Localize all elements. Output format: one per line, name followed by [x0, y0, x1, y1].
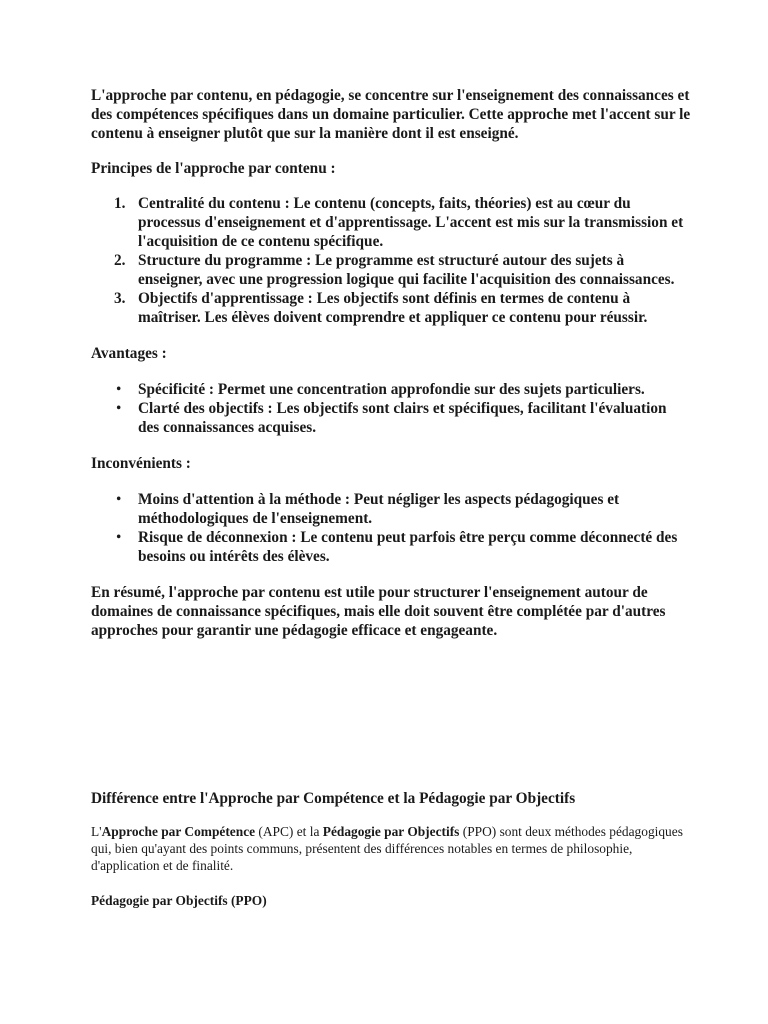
bullet-icon: •: [116, 381, 122, 398]
principle-text: Objectifs d'apprentissage : Les objectifs sont définis en termes de contenu à maîtriser. Les élèves doivent comprendre et appliquer ce contenu pour réussir.: [138, 290, 648, 326]
apc-term: Approche par Compétence: [101, 824, 256, 839]
principle-text: Centralité du contenu : Le contenu (concepts, faits, théories) est au cœur du processus d'enseignement et d'apprentissage. L'accent est mis sur la transmission et l'acquisition de ce contenu spécifique.: [138, 195, 684, 250]
apc-ppo-paragraph: [91, 823, 691, 874]
drawback-item: [116, 528, 691, 566]
advantage-text: Spécificité : Permet une concentration approfondie sur des sujets particuliers.: [138, 381, 645, 398]
advantages-list: [91, 380, 691, 437]
ppo-subtitle: Pédagogie par Objectifs (PPO): [91, 893, 267, 908]
section-title: Différence entre l'Approche par Compétence et la Pédagogie par Objectifs: [91, 790, 576, 807]
drawback-text: Risque de déconnexion : Le contenu peut parfois être perçu comme déconnecté des besoins ou intérêts des élèves.: [138, 529, 678, 565]
ppo-term: Pédagogie par Objectifs: [322, 824, 460, 839]
principle-item: [114, 251, 691, 289]
drawbacks-list: [91, 490, 691, 566]
conclusion-paragraph: En résumé, l'approche par contenu est utile pour structurer l'enseignement autour de domaines de connaissance spécifiques, mais elle doit souvent être complétée par d'autres approches pour garantir une pédagogie efficace et engageante.: [91, 584, 666, 639]
drawbacks-heading: Inconvénients :: [91, 455, 191, 472]
principles-list: [91, 194, 691, 327]
list-number: 3.: [114, 290, 126, 307]
advantage-item: [116, 380, 691, 399]
advantages-heading: Avantages :: [91, 345, 167, 362]
principle-text: Structure du programme : Le programme est structuré autour des sujets à enseigner, avec une progression logique qui facilite l'acquisition des connaissances.: [138, 252, 675, 288]
bullet-icon: •: [116, 529, 122, 546]
apc-rest: (PPO) sont deux méthodes pédagogiques qui, bien qu'ayant des points communs, présentent des différences notables en termes de philosophie, d'application et de finalité.: [91, 824, 683, 873]
apc-mid: (APC) et la: [255, 824, 323, 839]
principle-item: [114, 289, 691, 327]
principle-item: [114, 194, 691, 251]
apc-prefix: L': [91, 824, 102, 839]
advantage-item: [116, 399, 691, 437]
document-page: [91, 86, 691, 908]
bullet-icon: •: [116, 400, 122, 417]
drawback-text: Moins d'attention à la méthode : Peut négliger les aspects pédagogiques et méthodologiques de l'enseignement.: [138, 491, 620, 527]
bullet-icon: •: [116, 491, 122, 508]
list-number: 1.: [114, 195, 126, 212]
list-number: 2.: [114, 252, 126, 269]
principles-heading: Principes de l'approche par contenu :: [91, 160, 336, 177]
advantage-text: Clarté des objectifs : Les objectifs sont clairs et spécifiques, facilitant l'évaluation des connaissances acquises.: [138, 400, 667, 436]
drawback-item: [116, 490, 691, 528]
intro-paragraph: L'approche par contenu, en pédagogie, se concentre sur l'enseignement des connaissances et des compétences spécifiques dans un domaine particulier. Cette approche met l'accent sur le contenu à enseigner plutôt que sur la manière dont il est enseigné.: [91, 87, 691, 142]
